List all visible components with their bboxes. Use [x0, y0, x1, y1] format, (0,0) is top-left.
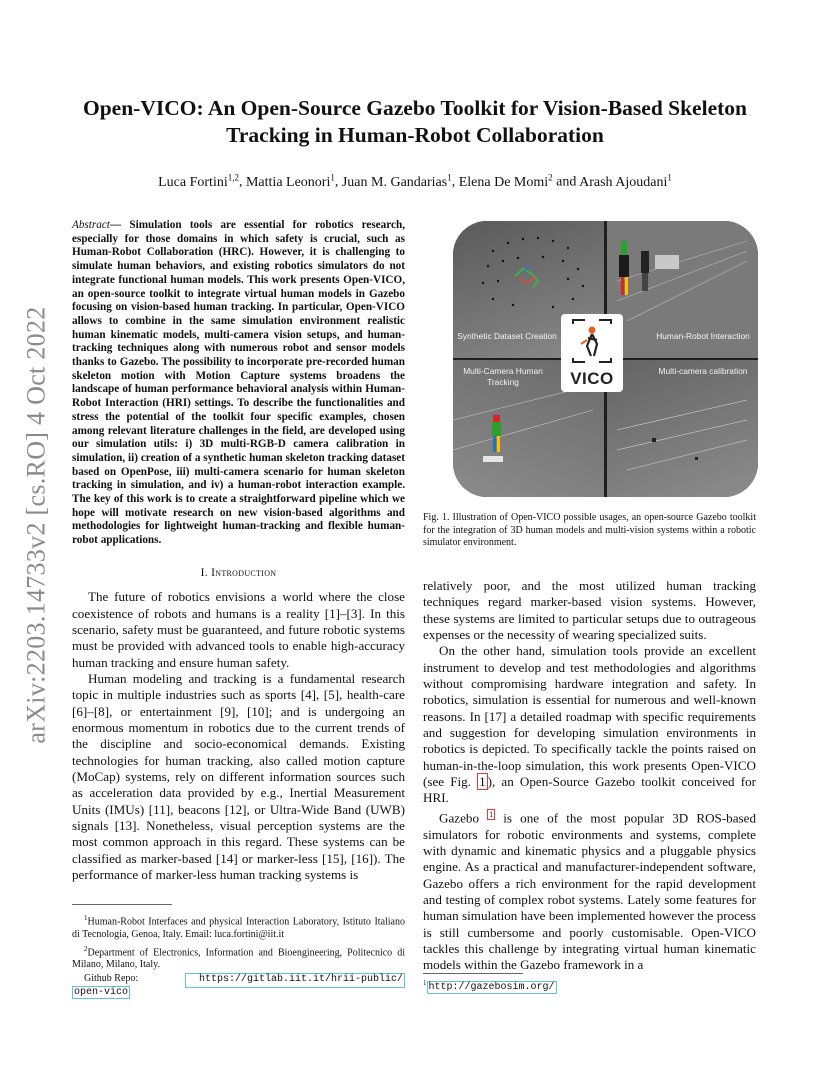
- title-line-1: Open-VICO: An Open-Source Gazebo Toolkit for Vision-Based Skeleton: [82, 96, 747, 120]
- affiliation-footnotes: [72, 912, 405, 999]
- label-multi-camera-tracking: Multi-Camera Human Tracking: [463, 366, 543, 387]
- github-repo-line: [72, 973, 405, 986]
- label-multi-camera-calibration: Multi-camera calibration: [658, 366, 748, 376]
- right-column: [423, 578, 756, 974]
- vico-logo-mark: [561, 314, 623, 370]
- section-title: Introduction: [211, 566, 277, 579]
- repo-url-link-continued[interactable]: open-vico: [74, 986, 129, 998]
- figure-caption: Fig. 1. Illustration of Open-VICO possible usages, an open-source Gazebo toolkit for the integration of 3D human models and multi-vision systems within a robotic simulator environment.: [423, 512, 756, 549]
- author: Juan M. Gandarias$^1$: [341, 172, 452, 190]
- vico-logo: [561, 314, 623, 392]
- arxiv-id-text: arXiv:2203.14733v2 [cs.RO] 4 Oct 2022: [22, 306, 51, 744]
- author: Elena De Momi$^2$: [458, 172, 553, 190]
- intro-paragraph-1: The future of robotics envisions a world where the close coexistence of robots and humans is a reality [1]–[3]. In this scenario, safety must be guaranteed, and future robotic systems must be provided with advanced tools to enable high-accuracy human tracking and ensure human safety.: [72, 589, 405, 670]
- footnote-reference-link[interactable]: 1: [489, 809, 494, 819]
- gazebo-footnote: [423, 979, 756, 993]
- abstract: [72, 219, 405, 548]
- figure-reference-link[interactable]: 1: [479, 774, 486, 790]
- abstract-text: — Simulation tools are essential for robotics research, especially for those domains in which safety is crucial, such as Human-Robot Collaboration (HRC). However, it is challenging to simulate human behaviors, and existing robotics simulators do not integrate functional human models. This work presents Open-VICO, an open-source toolkit to integrate virtual human models in Gazebo focusing on vision-based human tracking. In particular, Open-VICO allows to combine in the same simulation environment realistic human kinematic models, multi-camera vision setups, and human-tracking techniques along with numerous robot and sensor models thanks to Gazebo. The possibility to incorporate pre-recorded human skeleton motion with Motion Capture systems broadens the landscape of human performance behavioral analysis within Human-Robot Interaction (HRI) settings. To describe the functionalities and stress the potential of the toolkit four specific examples, chosen among relevant literature challenges in the field, are developed using our simulation utils: i) 3D multi-RGB-D camera calibration in simulation, ii) creation of a synthetic human skeleton tracking dataset based on OpenPose, iii) multi-camera scenario for human skeleton tracking in simulation, and iv) a human-robot interaction example. The key of this work is to create a straightforward pipeline which we hope will motivate research on new vision-based algorithms and methodologies for lightweight human-tracking and flexible human-robot applications.: [72, 219, 405, 547]
- arxiv-identifier: [12, 290, 62, 760]
- vico-logo-text: VICO: [570, 369, 614, 388]
- repo-label: Github Repo:: [84, 973, 139, 985]
- right-paragraph-3: Gazebo $^1$ is one of the most popular 3D ROS-based simulators for robotic environments and systems, complete with dynamic and kinematic physics and a pluggable physics engine. As a practical and manufacturer-independent software, Gazebo offers a rich environment for the rapid development and testing of complex robot systems. Lately some features for human simulation have been implemented however the process is still cumbersome and poorly customisable. Open-VICO tackles this challenge by integrating virtual human kinematic models within the Gazebo framework in a: [423, 809, 756, 973]
- footnote-affiliation-2: $^2$Department of Electronics, Information and Bioengineering, Politecnico di Milano, Milano, Italy.: [72, 944, 405, 971]
- abstract-label: Abstract: [72, 219, 110, 231]
- label-synthetic-dataset: Synthetic Dataset Creation: [457, 331, 557, 341]
- gazebo-url-link[interactable]: http://gazebosim.org/: [428, 982, 555, 994]
- figure-quadrant-calibration: [607, 360, 758, 497]
- author: Arash Ajoudani$^1$: [579, 172, 672, 190]
- footnote-affiliation-1: $^1$Human-Robot Interfaces and physical Interaction Laboratory, Istituto Italiano di Tecnologia, Genoa, Italy. Email: luca.fortini@iit.it: [72, 914, 405, 940]
- intro-paragraph-2: Human modeling and tracking is a fundamental research topic in multiple industries such as sports [4], [5], health-care [6]–[8], or entertainment [9], [10]; and is undergoing an enormous momentum in robotics due to the current trends of the discipline and socio-economical demands. Existing technologies for human tracking, also called motion capture (MoCap) systems, rely on different information sources such as acceleration data provided by e.g., Inertial Measurement Units (IMUs) [11], beacons [12], or Ultra-Wide Band (UWB) signals [13]. Nonetheless, visual perception systems are the most common approach in this regard. These systems can be classified as marker-based [14] or marker-less [15], [16]). The performance of marker-less human tracking systems is: [72, 671, 405, 883]
- author: Luca Fortini$^{1,2}$: [158, 172, 239, 190]
- author: Mattia Leonori$^1$: [245, 172, 335, 190]
- gazebo-footnote-mark: 1: [423, 979, 427, 987]
- right-paragraph-1: relatively poor, and the most utilized human tracking techniques regard marker-based vision systems. However, these systems are limited to particular setups due to outrageous expenses or the necessity of wearing specialized suits.: [423, 578, 756, 643]
- figure-1-image: [453, 221, 758, 497]
- label-human-robot-interaction: Human-Robot Interaction: [656, 331, 750, 341]
- repo-url-link[interactable]: https://gitlab.iit.it/hrii-public/: [185, 973, 405, 988]
- right-paragraph-2: On the other hand, simulation tools provide an excellent instrument to develop and test methodologies and algorithms without compromising hardware integration and safety. In robotics, simulation is essential for numerous and well-known reasons. In [17] a detailed roadmap with specific requirements and suggestion for developing simulation environments in robotics is depicted. To specifically tackle the points raised on human-in-the-loop simulation, this work presents Open-VICO (see Fig. 1 ), an Open-Source Gazebo toolkit conceived for HRI.: [423, 643, 756, 806]
- calibration-illustration: [607, 360, 758, 497]
- left-column: [72, 219, 405, 883]
- section-number: I.: [200, 566, 208, 579]
- section-heading: [72, 565, 405, 581]
- paper-title: [70, 95, 760, 149]
- author-list: Luca Fortini$^{1,2}$, Mattia Leonori$^1$, Juan M. Gandarias$^1$, Elena De Momi$^2$ and Arash Ajoudani$^1$: [158, 172, 672, 190]
- title-line-2: Tracking in Human-Robot Collaboration: [226, 123, 604, 147]
